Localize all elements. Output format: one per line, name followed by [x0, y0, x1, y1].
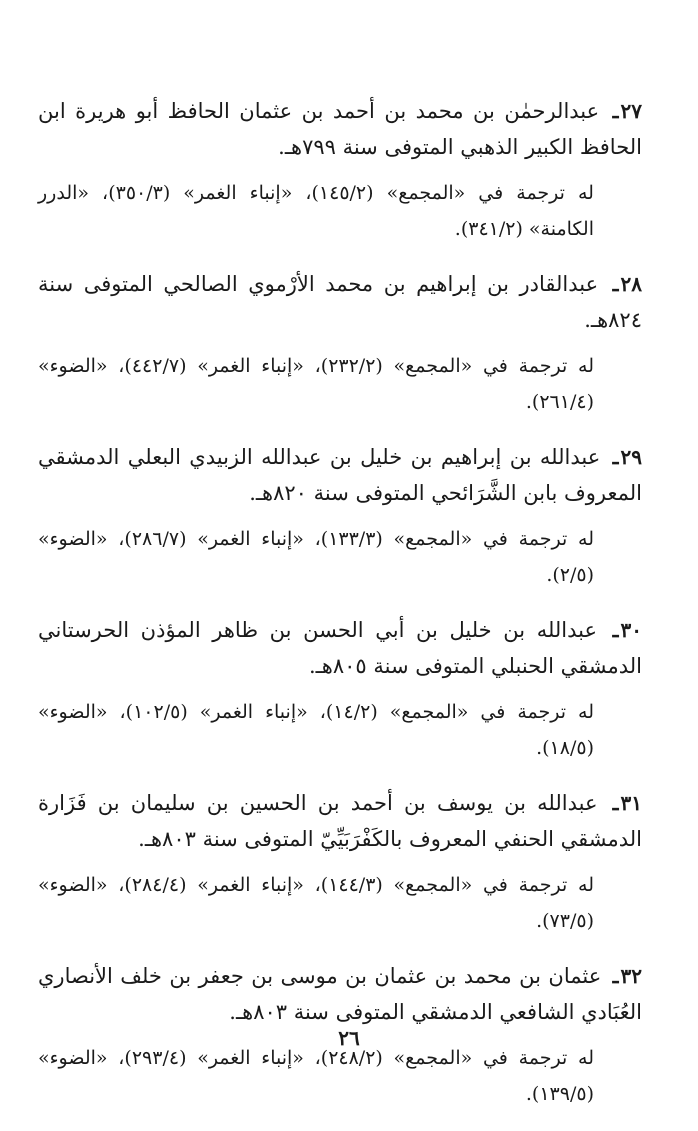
- entry-text: عبدالله بن إبراهيم بن خليل بن عبدالله الزبيدي البعلي الدمشقي المعروف بابن الشَّرَائحي المتوفى سنة ٨٢٠هـ.: [38, 445, 642, 505]
- entry-reference: له ترجمة في «المجمع» (١٤٤/٣)، «إنباء الغمر» (٢٨٤/٤)، «الضوء» (٧٣/٥).: [38, 874, 594, 932]
- entry-number: ٣٢: [620, 964, 642, 988]
- entry-text: عبدالله بن يوسف بن أحمد بن الحسين بن سليمان بن فَزَارة الدمشقي الحنفي المعروف بالكَفْرَبَيِّيّ المتوفى سنة ٨٠٣هـ.: [38, 791, 642, 851]
- entry-text: عبدالله بن خليل بن أبي الحسن بن ظاهر المؤذن الحرستاني الدمشقي الحنبلي المتوفى سنة ٨٠٥هـ.: [38, 618, 642, 678]
- entry-reference: له ترجمة في «المجمع» (١٤٥/٢)، «إنباء الغمر» (٣٥٠/٣)، «الدرر الكامنة» (٣٤١/٢).: [38, 182, 594, 240]
- page-number: ٢٦: [338, 1026, 360, 1050]
- entry-dash: ـ: [612, 99, 619, 123]
- entry-header: [609, 618, 642, 642]
- entry-number: ٣١: [620, 791, 642, 815]
- entry-dash: ـ: [612, 272, 619, 296]
- entry-30: [38, 612, 642, 766]
- entry-text: عثمان بن محمد بن عثمان بن موسى بن جعفر بن خلف الأنصاري العُبَادي الشافعي الدمشقي المتوفى سنة ٨٠٣هـ.: [38, 964, 642, 1024]
- entry-body: [38, 785, 642, 857]
- entry-body: [38, 439, 642, 511]
- entry-31: [38, 785, 642, 939]
- entry-body: [38, 612, 642, 684]
- entry-header: [609, 791, 642, 815]
- entry-dash: ـ: [612, 618, 619, 642]
- biography-entries: [38, 93, 642, 1131]
- entry-body: [38, 266, 642, 338]
- entry-header: [609, 964, 642, 988]
- entry-28: [38, 266, 642, 420]
- entry-body: [38, 958, 642, 1030]
- entry-header: [609, 445, 642, 469]
- entry-text: عبدالقادر بن إبراهيم بن محمد الأرْموي الصالحي المتوفى سنة ٨٢٤هـ.: [38, 272, 642, 332]
- entry-dash: ـ: [612, 445, 619, 469]
- entry-header: [609, 99, 642, 123]
- entry-text: عبدالرحمٰن بن محمد بن أحمد بن عثمان الحافظ أبو هريرة ابن الحافظ الكبير الذهبي المتوفى سنة ٧٩٩هـ.: [38, 99, 642, 159]
- entry-29: [38, 439, 642, 593]
- entry-number: ٢٨: [620, 272, 642, 296]
- entry-dash: ـ: [612, 791, 619, 815]
- entry-number: ٢٩: [620, 445, 642, 469]
- entry-body: [38, 93, 642, 165]
- entry-27: [38, 93, 642, 247]
- entry-number: ٢٧: [620, 99, 642, 123]
- entry-reference: له ترجمة في «المجمع» (١٤/٢)، «إنباء الغمر» (١٠٢/٥)، «الضوء» (١٨/٥).: [38, 701, 594, 759]
- entry-reference: له ترجمة في «المجمع» (١٣٣/٣)، «إنباء الغمر» (٢٨٦/٧)، «الضوء» (٢/٥).: [38, 528, 594, 586]
- entry-reference: له ترجمة في «المجمع» (٢٣٢/٢)، «إنباء الغمر» (٤٤٢/٧)، «الضوء» (٢٦١/٤).: [38, 355, 594, 413]
- entry-reference: له ترجمة في «المجمع» (٢٤٨/٢)، «إنباء الغمر» (٢٩٣/٤)، «الضوء» (١٣٩/٥).: [38, 1047, 594, 1105]
- entry-number: ٣٠: [620, 618, 642, 642]
- entry-header: [609, 272, 642, 296]
- entry-dash: ـ: [612, 964, 619, 988]
